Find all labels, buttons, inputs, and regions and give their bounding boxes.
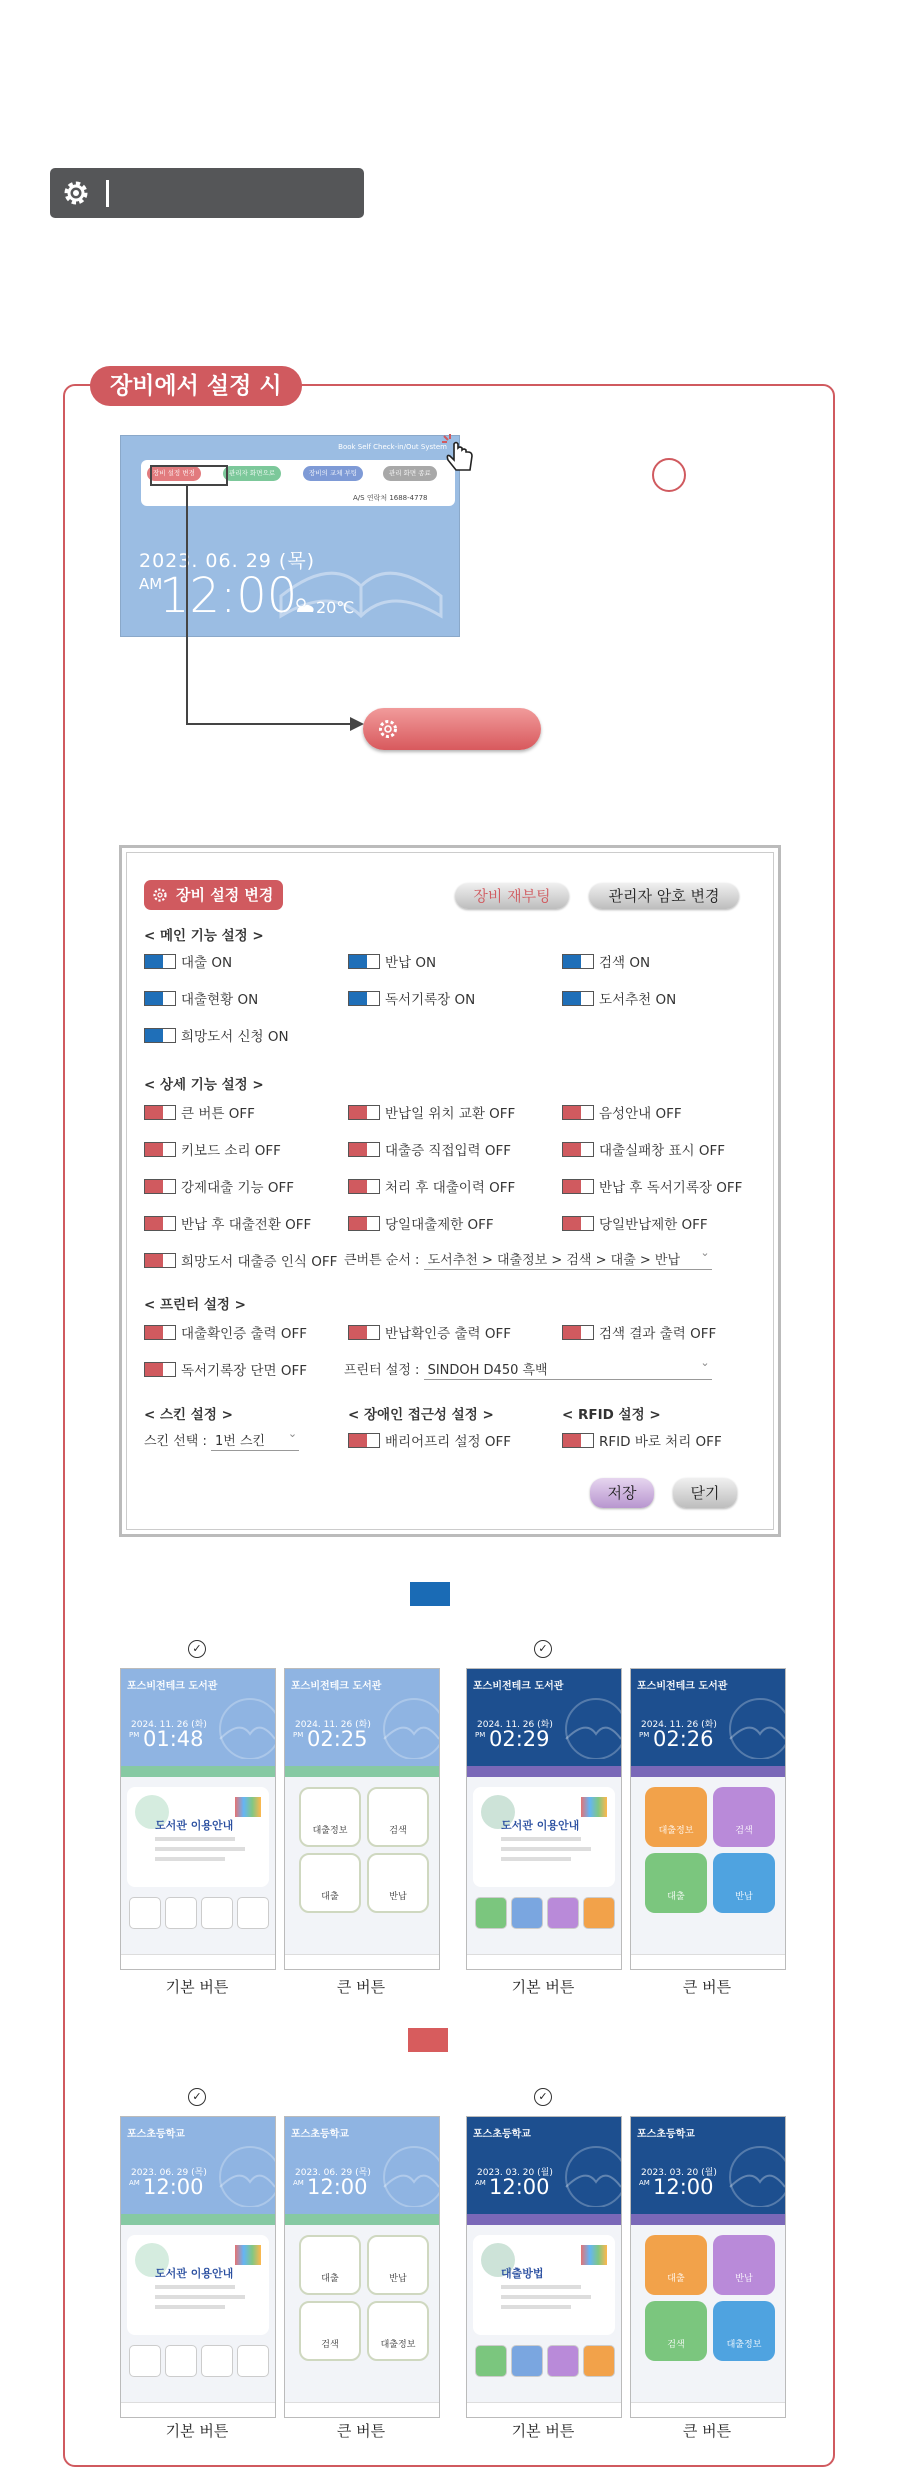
- screen-ampm: AM: [129, 2179, 140, 2187]
- option-label: 당일대출제한 OFF: [385, 1217, 494, 1233]
- printer-section-title: < 프린터 설정 >: [144, 1297, 246, 1313]
- check-icon: ✓: [534, 1640, 552, 1658]
- book-watermark-icon: [205, 1689, 275, 1759]
- option-toggle[interactable]: [348, 951, 436, 971]
- option-label: 독서기록장 ON: [385, 992, 476, 1008]
- big-menu-button[interactable]: 대출: [299, 1853, 361, 1913]
- info-card: [473, 2235, 615, 2335]
- option-toggle[interactable]: [562, 1176, 742, 1196]
- school-name: 포스초등학교: [127, 2129, 185, 2140]
- detail-section-title: < 상세 기능 설정 >: [144, 1077, 264, 1093]
- toggle-switch[interactable]: [562, 954, 594, 969]
- notice-strip: [121, 2214, 275, 2225]
- bottom-nav: [285, 2402, 439, 2417]
- option-label: 키보드 소리 OFF: [181, 1143, 281, 1159]
- option-toggle[interactable]: [562, 988, 676, 1008]
- big-menu-button[interactable]: 대출: [299, 2235, 361, 2295]
- check-icon: ✓: [534, 2088, 552, 2106]
- big-menu-button[interactable]: 검색: [367, 1787, 429, 1847]
- panel-title-text: 장비 설정 변경: [176, 886, 274, 904]
- close-button[interactable]: 닫기: [673, 1478, 737, 1508]
- bottom-nav: [121, 2402, 275, 2417]
- toggle-switch[interactable]: [562, 1142, 594, 1157]
- button-order-value[interactable]: 도서추천 > 대출정보 > 검색 > 대출 > 반납 ⌄: [424, 1249, 712, 1270]
- skin-preview-screen: [120, 2116, 276, 2418]
- check-icon: ✓: [188, 1640, 206, 1658]
- toggle-switch[interactable]: [144, 991, 176, 1006]
- bottom-nav: [121, 1954, 275, 1969]
- option-toggle[interactable]: [144, 1250, 337, 1270]
- book-watermark-icon: [205, 2137, 275, 2207]
- panel-title: [144, 880, 283, 910]
- card-line: [501, 1857, 571, 1861]
- check-icon: ✓: [188, 2088, 206, 2106]
- big-menu-button[interactable]: 대출정보: [645, 1787, 707, 1847]
- card-line: [155, 1857, 225, 1861]
- small-menu-button[interactable]: [475, 2345, 507, 2377]
- gear-icon: [62, 179, 90, 207]
- toggle-switch[interactable]: [348, 1325, 380, 1340]
- big-menu-button[interactable]: 대출: [645, 1853, 707, 1913]
- rfid-label: RFID 바로 처리 OFF: [599, 1434, 722, 1450]
- save-button[interactable]: 저장: [590, 1478, 654, 1508]
- option-label: 반납 후 독서기록장 OFF: [599, 1180, 743, 1196]
- header-bar: [50, 168, 364, 218]
- device-menu-settings[interactable]: 장비 설정 변경: [147, 466, 201, 481]
- option-toggle[interactable]: [348, 988, 475, 1008]
- change-password-button[interactable]: 관리자 암호 변경: [589, 883, 739, 909]
- book-watermark-icon: [551, 2137, 621, 2207]
- settings-panel: [119, 845, 781, 1537]
- big-menu-button[interactable]: 검색: [299, 2301, 361, 2361]
- device-ampm: AM: [139, 575, 163, 593]
- screen-time: 02:29: [489, 1727, 550, 1751]
- small-menu-button[interactable]: [583, 1897, 615, 1929]
- toggle-switch[interactable]: [348, 1105, 380, 1120]
- toggle-switch[interactable]: [562, 1105, 594, 1120]
- big-menu-button[interactable]: 검색: [645, 2301, 707, 2361]
- option-label: 대출증 직접입력 OFF: [385, 1143, 512, 1159]
- printer-label: 프린터 설정 :: [344, 1363, 420, 1378]
- option-toggle[interactable]: [348, 1213, 494, 1233]
- toggle-switch[interactable]: [348, 1142, 380, 1157]
- toggle-switch[interactable]: [348, 991, 380, 1006]
- gear-icon: [377, 718, 399, 740]
- card-line: [155, 2305, 225, 2309]
- school-name: 포스초등학교: [637, 2129, 695, 2140]
- device-menu-reboot[interactable]: 장비의 교체 부팅: [303, 466, 363, 481]
- screen-time: 12:00: [307, 2175, 368, 2199]
- screen-ampm: PM: [475, 1731, 486, 1739]
- screen-time: 02:25: [307, 1727, 368, 1751]
- preview-caption: 큰 버튼: [682, 1978, 732, 1996]
- pointer-hand-icon: [440, 432, 480, 476]
- callout-circle: [652, 458, 686, 492]
- school-name: 포스비전테크 도서관: [127, 1681, 218, 1692]
- card-line: [501, 2295, 591, 2299]
- skin-select[interactable]: [144, 1430, 299, 1451]
- screen-date: 2023. 03. 20 (월): [641, 2168, 717, 2178]
- device-date: 2023. 06. 29 (목): [139, 550, 316, 572]
- toggle-switch[interactable]: [144, 1105, 176, 1120]
- notice-strip: [467, 1766, 621, 1777]
- option-toggle[interactable]: [144, 988, 258, 1008]
- preview-caption: 기본 버튼: [511, 2422, 575, 2440]
- skin-preview-screen: [466, 2116, 622, 2418]
- highlight-box: [150, 465, 228, 486]
- small-menu-button[interactable]: [129, 2345, 161, 2377]
- skin-label: 스킨 선택 :: [144, 1434, 207, 1449]
- toggle-switch[interactable]: [562, 1216, 594, 1231]
- book-watermark-icon: [715, 1689, 785, 1759]
- screen-date: 2024. 11. 26 (화): [131, 1720, 207, 1730]
- big-menu-button[interactable]: 대출정보: [299, 1787, 361, 1847]
- card-title: 도서관 이용안내: [155, 1819, 234, 1832]
- toggle-switch[interactable]: [348, 954, 380, 969]
- preview-caption: 기본 버튼: [165, 1978, 229, 1996]
- barrier-free-toggle[interactable]: [348, 1430, 511, 1450]
- gear-icon: [152, 887, 168, 903]
- card-line: [155, 1837, 235, 1841]
- small-menu-button[interactable]: [511, 1897, 543, 1929]
- screen-date: 2023. 03. 20 (월): [477, 2168, 553, 2178]
- toggle-switch[interactable]: [348, 1179, 380, 1194]
- books-icon: [235, 2245, 261, 2265]
- device-as-contact: A/S 연락처 1688-4778: [353, 494, 428, 502]
- big-menu-button[interactable]: 대출정보: [367, 2301, 429, 2361]
- option-label: 희망도서 신청 ON: [181, 1029, 289, 1045]
- bottom-nav: [631, 2402, 785, 2417]
- screen-date: 2024. 11. 26 (화): [295, 1720, 371, 1730]
- option-label: 대출현황 ON: [181, 992, 259, 1008]
- toggle-switch[interactable]: [144, 1253, 176, 1268]
- option-label: 대출 ON: [181, 955, 233, 971]
- option-toggle[interactable]: [562, 1213, 708, 1233]
- toggle-switch[interactable]: [144, 1216, 176, 1231]
- device-top-text: Book Self Check-in/Out System: [338, 443, 447, 451]
- option-toggle[interactable]: [562, 951, 650, 971]
- option-toggle[interactable]: [144, 951, 232, 971]
- toggle-switch[interactable]: [348, 1433, 380, 1448]
- barrier-free-label: 배리어프리 설정 OFF: [385, 1434, 512, 1450]
- book-watermark-icon: [369, 1689, 439, 1759]
- skin-preview-screen: [120, 1668, 276, 1970]
- screen-date: 2023. 06. 29 (목): [131, 2168, 207, 2178]
- option-label: 반납 ON: [385, 955, 437, 971]
- option-label: 당일반납제한 OFF: [599, 1217, 708, 1233]
- big-menu-button[interactable]: 대출정보: [713, 2301, 775, 2361]
- card-line: [155, 2295, 245, 2299]
- option-label: 검색 ON: [599, 955, 651, 971]
- small-menu-button[interactable]: [165, 1897, 197, 1929]
- screen-ampm: AM: [475, 2179, 486, 2187]
- screen-ampm: PM: [639, 1731, 650, 1739]
- preview-caption: 큰 버튼: [336, 2422, 386, 2440]
- option-toggle[interactable]: [562, 1139, 725, 1159]
- screen-time: 12:00: [653, 2175, 714, 2199]
- device-menu-exit[interactable]: 관리 화면 종료: [383, 466, 437, 481]
- toggle-switch[interactable]: [144, 1325, 176, 1340]
- notice-strip: [631, 2214, 785, 2225]
- notice-strip: [121, 1766, 275, 1777]
- small-menu-button[interactable]: [201, 2345, 233, 2377]
- header-divider: [106, 180, 109, 207]
- settings-pill-button[interactable]: [363, 708, 541, 750]
- bottom-nav: [285, 1954, 439, 1969]
- option-toggle[interactable]: [348, 1102, 515, 1122]
- big-menu-button[interactable]: 반납: [713, 2235, 775, 2295]
- book-watermark-icon: [715, 2137, 785, 2207]
- notice-strip: [467, 2214, 621, 2225]
- big-menu-button[interactable]: 반납: [367, 2235, 429, 2295]
- red-skin-marker: [408, 2028, 448, 2052]
- connector-arrow: [180, 484, 370, 734]
- main-section-title: < 메인 기능 설정 >: [144, 928, 264, 944]
- option-label: 반납일 위치 교환 OFF: [385, 1106, 516, 1122]
- printer-value[interactable]: SINDOH D450 흑백 ⌄: [424, 1359, 712, 1380]
- toggle-switch[interactable]: [144, 954, 176, 969]
- school-name: 포스초등학교: [473, 2129, 531, 2140]
- small-menu-button[interactable]: [165, 2345, 197, 2377]
- option-label: 도서추천 ON: [599, 992, 677, 1008]
- section-tag: 장비에서 설정 시: [90, 366, 302, 406]
- screen-time: 02:26: [653, 1727, 714, 1751]
- card-line: [501, 2305, 571, 2309]
- small-menu-button[interactable]: [237, 2345, 269, 2377]
- books-icon: [581, 2245, 607, 2265]
- small-menu-button[interactable]: [475, 1897, 507, 1929]
- skin-preview-screen: [630, 1668, 786, 1970]
- device-time: 12:00: [159, 568, 298, 624]
- bottom-nav: [467, 1954, 621, 1969]
- screen-date: 2024. 11. 26 (화): [641, 1720, 717, 1730]
- skin-preview-screen: [466, 1668, 622, 1970]
- option-label: 음성안내 OFF: [599, 1106, 682, 1122]
- card-line: [155, 2285, 235, 2289]
- info-card: [127, 2235, 269, 2335]
- bottom-nav: [467, 2402, 621, 2417]
- books-icon: [581, 1797, 607, 1817]
- card-line: [501, 1847, 591, 1851]
- option-label: 반납확인증 출력 OFF: [385, 1326, 512, 1342]
- option-label: 희망도서 대출증 인식 OFF: [181, 1254, 338, 1270]
- preview-caption: 큰 버튼: [336, 1978, 386, 1996]
- option-label: 처리 후 대출이력 OFF: [385, 1180, 516, 1196]
- big-menu-button[interactable]: 검색: [713, 1787, 775, 1847]
- big-menu-button[interactable]: 대출: [645, 2235, 707, 2295]
- reboot-button[interactable]: 장비 재부팅: [455, 883, 569, 909]
- screen-ampm: PM: [129, 1731, 140, 1739]
- screen-date: 2023. 06. 29 (목): [295, 2168, 371, 2178]
- info-card: [127, 1787, 269, 1887]
- screen-date: 2024. 11. 26 (화): [477, 1720, 553, 1730]
- option-label: 대출확인증 출력 OFF: [181, 1326, 308, 1342]
- preview-caption: 큰 버튼: [682, 2422, 732, 2440]
- option-label: 대출실패창 표시 OFF: [599, 1143, 726, 1159]
- notice-strip: [285, 1766, 439, 1777]
- book-watermark-icon: [551, 1689, 621, 1759]
- books-icon: [235, 1797, 261, 1817]
- small-menu-button[interactable]: [237, 1897, 269, 1929]
- school-name: 포스비전테크 도서관: [473, 1681, 564, 1692]
- info-card: [473, 1787, 615, 1887]
- big-menu-button[interactable]: 반납: [713, 1853, 775, 1913]
- skin-section-title: < 스킨 설정 >: [144, 1407, 233, 1423]
- notice-strip: [285, 2214, 439, 2225]
- screen-ampm: PM: [293, 1731, 304, 1739]
- button-order-select[interactable]: [344, 1249, 712, 1270]
- toggle-switch[interactable]: [144, 1179, 176, 1194]
- option-toggle[interactable]: [144, 1102, 255, 1122]
- card-line: [501, 2285, 581, 2289]
- option-toggle[interactable]: [562, 1322, 716, 1342]
- toggle-switch[interactable]: [144, 1028, 176, 1043]
- option-label: 큰 버튼 OFF: [181, 1106, 255, 1122]
- small-menu-button[interactable]: [583, 2345, 615, 2377]
- card-title: 도서관 이용안내: [501, 1819, 580, 1832]
- option-label: 반납 후 대출전환 OFF: [181, 1217, 312, 1233]
- rfid-section-title: < RFID 설정 >: [562, 1407, 661, 1423]
- skin-preview-screen: [284, 2116, 440, 2418]
- option-toggle[interactable]: [562, 1102, 682, 1122]
- option-label: 강제대출 기능 OFF: [181, 1180, 294, 1196]
- screen-time: 12:00: [143, 2175, 204, 2199]
- blue-skin-marker: [410, 1582, 450, 1606]
- preview-caption: 기본 버튼: [511, 1978, 575, 1996]
- button-order-label: 큰버튼 순서 :: [344, 1253, 420, 1268]
- small-menu-button[interactable]: [511, 2345, 543, 2377]
- device-menu-admin[interactable]: 관리자 화면으로: [223, 466, 281, 481]
- big-menu-button[interactable]: 반납: [367, 1853, 429, 1913]
- toggle-switch[interactable]: [144, 1362, 176, 1377]
- skin-preview-screen: [630, 2116, 786, 2418]
- option-toggle[interactable]: [144, 1213, 311, 1233]
- option-toggle[interactable]: [348, 1176, 515, 1196]
- option-label: 검색 결과 출력 OFF: [599, 1326, 717, 1342]
- card-line: [155, 1847, 245, 1851]
- toggle-switch[interactable]: [562, 1433, 594, 1448]
- preview-caption: 기본 버튼: [165, 2422, 229, 2440]
- option-toggle[interactable]: [348, 1139, 511, 1159]
- book-watermark-icon: [369, 2137, 439, 2207]
- skin-preview-screen: [284, 1668, 440, 1970]
- school-name: 포스초등학교: [291, 2129, 349, 2140]
- small-menu-button[interactable]: [129, 1897, 161, 1929]
- option-toggle[interactable]: [348, 1322, 511, 1342]
- bottom-nav: [631, 1954, 785, 1969]
- screen-ampm: AM: [293, 2179, 304, 2187]
- option-toggle[interactable]: [144, 1359, 307, 1379]
- option-toggle[interactable]: [144, 1176, 294, 1196]
- screen-time: 01:48: [143, 1727, 204, 1751]
- card-line: [501, 1837, 581, 1841]
- toggle-switch[interactable]: [348, 1216, 380, 1231]
- small-menu-button[interactable]: [547, 2345, 579, 2377]
- printer-select[interactable]: [344, 1359, 712, 1380]
- notice-strip: [631, 1766, 785, 1777]
- screen-time: 12:00: [489, 2175, 550, 2199]
- small-menu-button[interactable]: [547, 1897, 579, 1929]
- school-name: 포스비전테크 도서관: [291, 1681, 382, 1692]
- toggle-switch[interactable]: [144, 1142, 176, 1157]
- screen-ampm: AM: [639, 2179, 650, 2187]
- small-menu-button[interactable]: [201, 1897, 233, 1929]
- rfid-toggle[interactable]: [562, 1430, 722, 1450]
- toggle-switch[interactable]: [562, 1325, 594, 1340]
- skin-value[interactable]: 1번 스킨 ⌄: [211, 1430, 299, 1451]
- card-title: 대출방법: [501, 2267, 544, 2280]
- school-name: 포스비전테크 도서관: [637, 1681, 728, 1692]
- card-title: 도서관 이용안내: [155, 2267, 234, 2280]
- toggle-switch[interactable]: [562, 991, 594, 1006]
- option-toggle[interactable]: [144, 1139, 281, 1159]
- option-label: 독서기록장 단면 OFF: [181, 1363, 308, 1379]
- toggle-switch[interactable]: [562, 1179, 594, 1194]
- access-section-title: < 장애인 접근성 설정 >: [348, 1407, 494, 1423]
- option-toggle[interactable]: [144, 1322, 307, 1342]
- device-temp: 20℃: [316, 598, 355, 617]
- option-toggle[interactable]: [144, 1025, 289, 1045]
